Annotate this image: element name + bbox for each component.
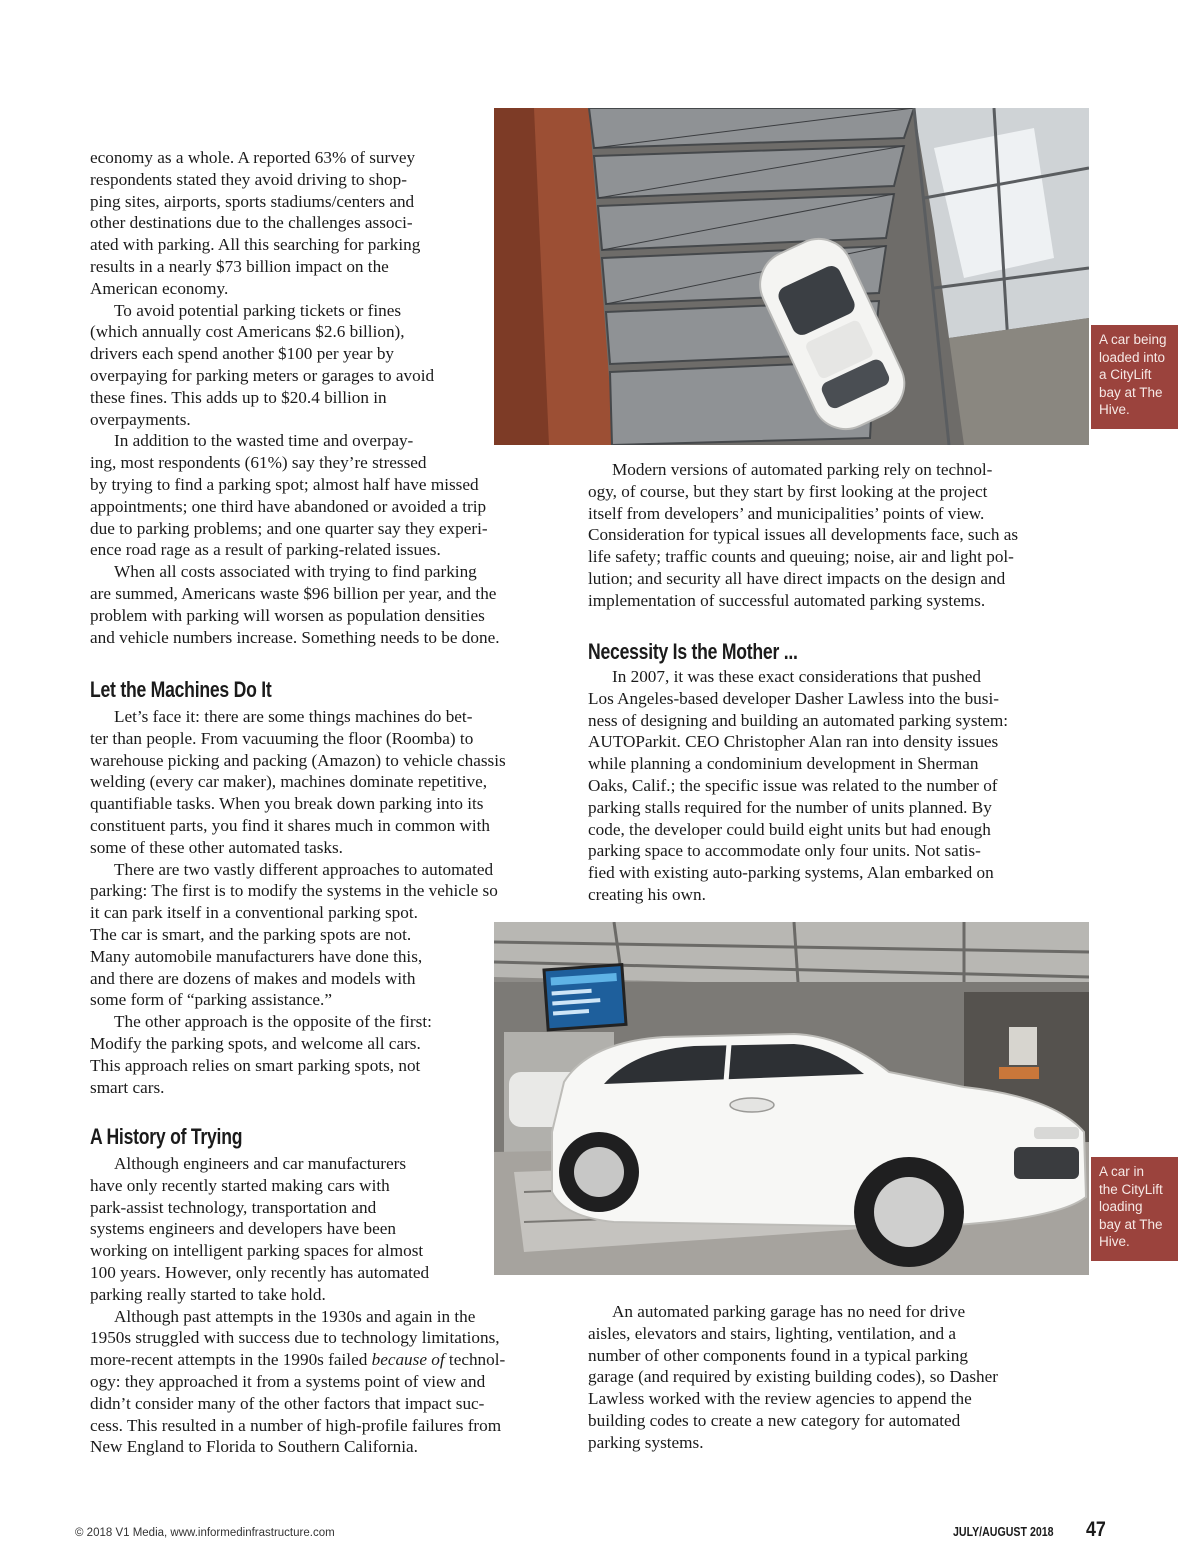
text-line: parking systems. (588, 1432, 704, 1452)
photo-loading-bay-graphic (494, 922, 1089, 1275)
text-line: Consideration for typical issues all developments face, such as (588, 525, 1019, 545)
section-heading-history: A History of Trying (90, 1124, 243, 1149)
text-line: There are two vastly different approaches to automated (114, 859, 494, 879)
text-line: When all costs associated with trying to find parking (114, 562, 477, 582)
footer-issue-date: JULY/AUGUST 2018 (953, 1525, 1054, 1539)
text-line: parking space to accommodate only four units. Not satis- (588, 841, 981, 861)
text-line: life safety; traffic counts and queuing; noise, air and light pol- (588, 547, 1014, 567)
text-line: AUTOParkit. CEO Christopher Alan ran into density issues (588, 732, 999, 752)
text-line: results in a nearly $73 billion impact on the (90, 256, 389, 276)
text-span: technol- (444, 1350, 506, 1370)
text-line: while planning a condominium development in Sherman (588, 754, 979, 774)
text-span: more-recent attempts in the 1990s failed (90, 1350, 372, 1370)
text-line: American economy. (90, 278, 229, 298)
text-line: To avoid potential parking tickets or fines (114, 300, 402, 320)
text-line: Modern versions of automated parking rely on technol- (612, 460, 993, 479)
text-line: 1950s struggled with success due to technology limitations, (90, 1328, 500, 1348)
text-line: didn’t consider many of the other factors that impact suc- (90, 1393, 485, 1413)
text-line: these fines. This adds up to $20.4 billion in (90, 387, 387, 407)
text-line: ing, most respondents (61%) say they’re stressed (90, 453, 427, 473)
text-line: garage (and required by existing building codes), so Dasher (588, 1367, 998, 1387)
text-line: Although past attempts in the 1930s and again in the (114, 1306, 476, 1326)
text-line: working on intelligent parking spaces for almost (90, 1241, 424, 1261)
text-line: lution; and security all have direct impacts on the design and (588, 568, 1006, 588)
caption-line: Hive. (1099, 1234, 1130, 1249)
text-line: aisles, elevators and stairs, lighting, ventilation, and a (588, 1323, 957, 1343)
text-line-mixed (90, 1349, 565, 1371)
text-line: fied with existing auto-parking systems, Alan embarked on (588, 863, 994, 883)
photo-caption-1 (1091, 325, 1178, 429)
text-line: This approach relies on smart parking spots, not (90, 1055, 421, 1075)
text-line: are summed, Americans waste $96 billion per year, and the (90, 583, 497, 603)
text-line: other destinations due to the challenges associ- (90, 213, 413, 233)
caption-line: bay at The (1099, 384, 1163, 400)
text-line: some form of “parking assistance.” (90, 990, 332, 1010)
photo-car-in-lift-shaft (494, 108, 1089, 445)
text-line: ter than people. From vacuuming the floor (Roomba) to (90, 728, 474, 748)
text-line: building codes to create a new category for automated (588, 1410, 961, 1430)
caption-line: loading (1099, 1199, 1143, 1214)
text-line: The car is smart, and the parking spots are not. (90, 924, 412, 944)
text-line: parking: The first is to modify the systems in the vehicle so (90, 881, 498, 901)
text-line: welding (every car maker), machines dominate repetitive, (90, 772, 488, 792)
text-line: and vehicle numbers increase. Something needs to be done. (90, 627, 500, 647)
text-line: Although engineers and car manufacturers (114, 1154, 407, 1173)
photo-caption-2 (1091, 1157, 1178, 1261)
column-2-garage (588, 1301, 1068, 1454)
text-line: itself from developers’ and municipalities’ points of view. (588, 503, 985, 523)
text-line: Many automobile manufacturers have done this, (90, 946, 423, 966)
text-line: creating his own. (588, 884, 706, 904)
text-line: appointments; one third have abandoned or avoided a trip (90, 496, 487, 516)
text-line: Modify the parking spots, and welcome all cars. (90, 1033, 421, 1053)
text-line: by trying to find a parking spot; almost half have missed (90, 474, 479, 494)
text-line: it can park itself in a conventional parking spot. (90, 903, 418, 923)
text-line: cess. This resulted in a number of high-profile failures from (90, 1415, 502, 1435)
text-line: 100 years. However, only recently has automated (90, 1262, 430, 1282)
text-line: overpayments. (90, 409, 191, 429)
text-line: warehouse picking and packing (Amazon) to vehicle chassis (90, 750, 506, 770)
text-line: ated with parking. All this searching for parking (90, 235, 421, 255)
italic-span: because of (371, 1350, 445, 1370)
text-line: ness of designing and building an automated parking system: (588, 710, 1009, 730)
text-line: Oaks, Calif.; the specific issue was related to the number of (588, 775, 998, 795)
column-1-intro (90, 147, 560, 648)
photo-lift-shaft-graphic (494, 108, 1089, 445)
section-heading-necessity: Necessity Is the Mother ... (588, 639, 798, 664)
column-1-machines (90, 706, 560, 1098)
text-line: New England to Florida to Southern California. (90, 1437, 418, 1457)
text-line: quantifiable tasks. When you break down parking into its (90, 794, 484, 814)
text-line: number of other components found in a typical parking (588, 1345, 968, 1365)
text-line: In 2007, it was these exact considerations that pushed (612, 667, 981, 686)
text-line: parking really started to take hold. (90, 1284, 326, 1304)
text-line: systems engineers and developers have been (90, 1219, 396, 1239)
text-line: smart cars. (90, 1077, 165, 1097)
text-line: implementation of successful automated parking systems. (588, 590, 986, 610)
text-line: and there are dozens of makes and models with (90, 968, 416, 988)
text-line: respondents stated they avoid driving to shop- (90, 169, 407, 189)
text-line: The other approach is the opposite of the first: (114, 1012, 432, 1032)
text-line: (which annually cost Americans $2.6 billion), (90, 322, 405, 342)
caption-line: Hive. (1099, 402, 1130, 417)
text-line: ogy, of course, but they start by first looking at the project (588, 481, 988, 501)
text-line: constituent parts, you find it shares much in common with (90, 815, 491, 835)
text-line: ence road rage as a result of parking-related issues. (90, 540, 441, 560)
section-heading-machines: Let the Machines Do It (90, 677, 272, 702)
text-line: Los Angeles-based developer Dasher Lawless into the busi- (588, 688, 999, 708)
text-line: An automated parking garage has no need for drive (612, 1302, 966, 1321)
caption-line: bay at The (1099, 1216, 1163, 1232)
text-line: economy as a whole. A reported 63% of survey (90, 148, 416, 167)
text-line: due to parking problems; and one quarter say they experi- (90, 518, 488, 538)
text-line: drivers each spend another $100 per year by (90, 344, 395, 364)
photo-car-in-loading-bay (494, 922, 1089, 1275)
caption-line: loaded into (1099, 349, 1166, 365)
caption-line: A car being (1099, 332, 1167, 347)
caption-line: a CityLift (1099, 367, 1152, 382)
footer-copyright: © 2018 V1 Media, www.informedinfrastructure.com (75, 1527, 335, 1539)
text-line: ogy: they approached it from a systems point of view and (90, 1371, 486, 1391)
column-2-necessity (588, 666, 1068, 906)
page-number: 47 (1086, 1518, 1106, 1541)
caption-line: A car in (1099, 1164, 1145, 1179)
text-line: have only recently started making cars with (90, 1175, 390, 1195)
text-line: In addition to the wasted time and overpay- (114, 431, 414, 451)
text-line: code, the developer could build eight units but had enough (588, 819, 991, 839)
column-2-modern (588, 459, 1068, 612)
text-line: park-assist technology, transportation and (90, 1197, 377, 1217)
text-line: problem with parking will worsen as population densities (90, 605, 485, 625)
text-line: Lawless worked with the review agencies to append the (588, 1389, 972, 1409)
text-line: Let’s face it: there are some things machines do bet- (114, 707, 473, 726)
text-line: ping sites, airports, sports stadiums/centers and (90, 191, 415, 211)
caption-line: the CityLift (1099, 1181, 1163, 1197)
text-line: overpaying for parking meters or garages to avoid (90, 365, 435, 385)
text-line: some of these other automated tasks. (90, 837, 343, 857)
text-line: parking stalls required for the number of units planned. By (588, 797, 992, 817)
